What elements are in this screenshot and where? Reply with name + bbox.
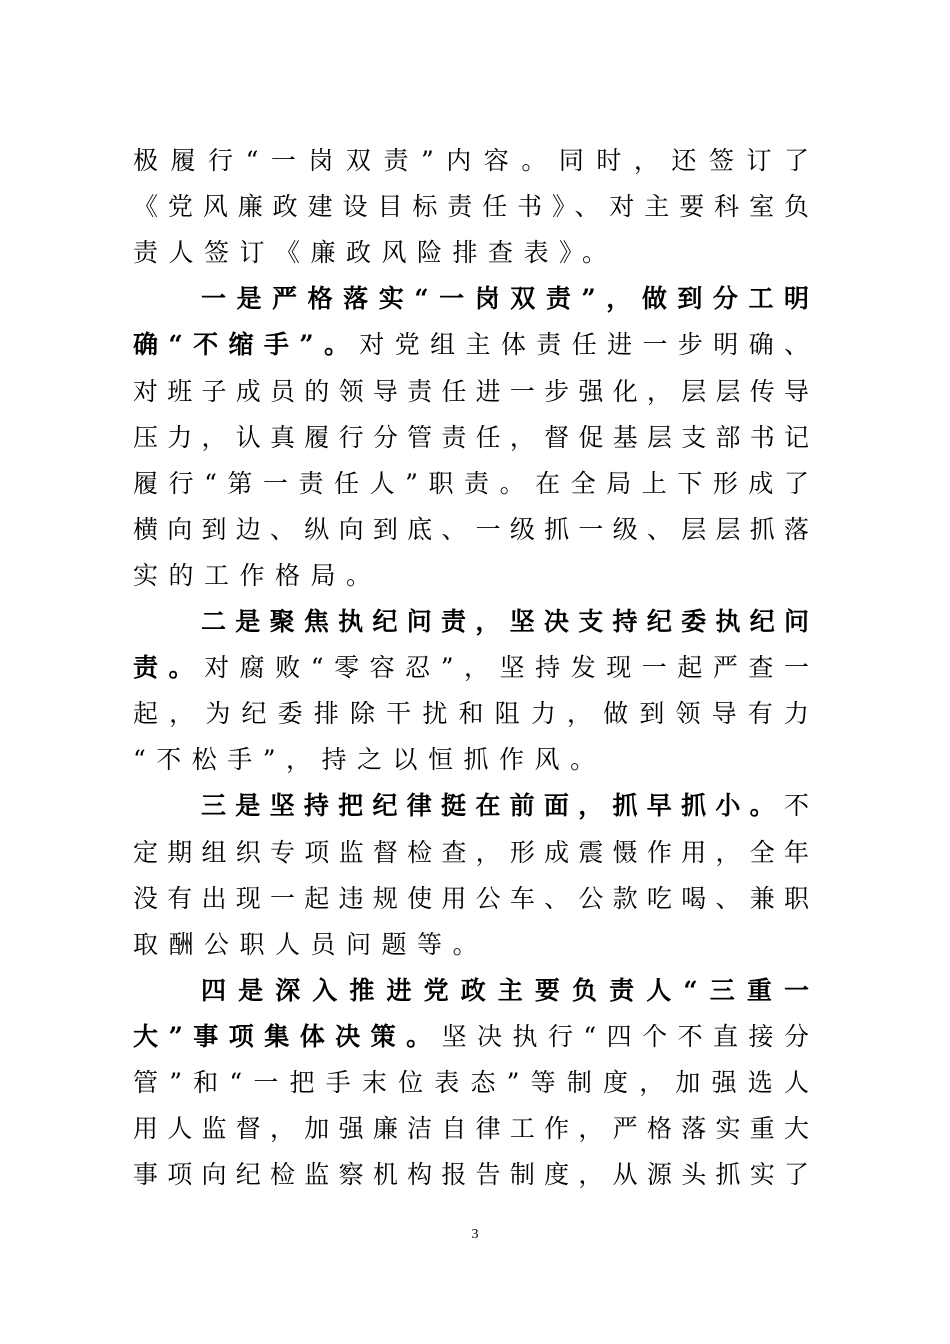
paragraph-text: 《党风廉政建设目标责任书》、对主要科室负	[133, 192, 809, 222]
paragraph-text: 对班子成员的领导责任进一步强化，层层传导	[133, 376, 809, 406]
text-line	[133, 233, 809, 273]
paragraph-text: 取酬公职人员问题等。	[133, 929, 489, 959]
text-line	[133, 833, 809, 873]
paragraph-text: 极履行“一岗双责”内容。同时，还签订了	[133, 146, 809, 175]
paragraph-text: 履行“第一责任人”职责。在全局上下形成了	[133, 468, 809, 498]
text-line	[133, 1109, 809, 1149]
paragraph-text: 用人监督，加强廉洁自律工作，严格落实重大	[133, 1114, 809, 1144]
text-line	[133, 1017, 809, 1057]
text-line	[133, 187, 809, 227]
paragraph-text: 对党组主体责任进一步明确、	[359, 330, 809, 360]
text-line	[133, 1063, 809, 1103]
text-line	[201, 786, 809, 826]
bold-heading-text: 确“不缩手”。	[133, 330, 360, 360]
paragraph-text: 责人签订《廉政风险排查表》。	[133, 238, 618, 268]
bold-heading-text: 一是严格落实“一岗双责”，做到分工明	[201, 284, 809, 314]
text-line	[133, 1155, 809, 1195]
paragraph-text: 起，为纪委排除干扰和阻力，做到领导有力	[133, 699, 809, 729]
paragraph-text: 定期组织专项监督检查，形成震慑作用，全年	[133, 837, 809, 867]
bold-heading-text: 责。	[133, 653, 205, 683]
bold-heading-text: 三是坚持把纪律挺在前面，抓早抓小。	[201, 791, 784, 821]
text-line	[133, 879, 809, 919]
paragraph-text: 压力，认真履行分管责任，督促基层支部书记	[133, 422, 809, 452]
text-line	[133, 556, 809, 596]
paragraph-text: 横向到边、纵向到底、一级抓一级、层层抓落	[133, 514, 809, 544]
text-line	[133, 740, 809, 780]
text-line	[201, 602, 809, 642]
text-line	[133, 694, 809, 734]
text-line	[201, 279, 809, 319]
text-line	[133, 141, 809, 181]
text-line	[133, 325, 809, 365]
bold-heading-text: 二是聚焦执纪问责，坚决支持纪委执纪问	[201, 607, 809, 636]
text-line	[201, 971, 809, 1011]
text-line	[133, 418, 809, 458]
paragraph-text: “不松手”，持之以恒抓作风。	[133, 745, 606, 775]
text-line	[133, 372, 809, 412]
bold-heading-text: 四是深入推进党政主要负责人“三重一	[201, 975, 809, 1005]
paragraph-text: 事项向纪检监察机构报告制度，从源头抓实了	[133, 1160, 809, 1190]
text-line	[133, 648, 809, 688]
paragraph-text: 坚决执行“四个不直接分	[441, 1021, 809, 1051]
page-number: 3	[471, 1227, 479, 1242]
paragraph-text: 实的工作格局。	[133, 560, 382, 590]
text-line	[133, 464, 809, 504]
text-line	[133, 510, 809, 550]
paragraph-text: 对腐败“零容忍”，坚持发现一起严查一	[204, 653, 809, 683]
text-line	[133, 925, 809, 965]
bold-heading-text: 大”事项集体决策。	[133, 1021, 442, 1051]
paragraph-text: 不	[783, 791, 809, 821]
paragraph-text: 管”和“一把手末位表态”等制度，加强选人	[133, 1068, 809, 1097]
paragraph-text: 没有出现一起违规使用公车、公款吃喝、兼职	[133, 883, 809, 913]
